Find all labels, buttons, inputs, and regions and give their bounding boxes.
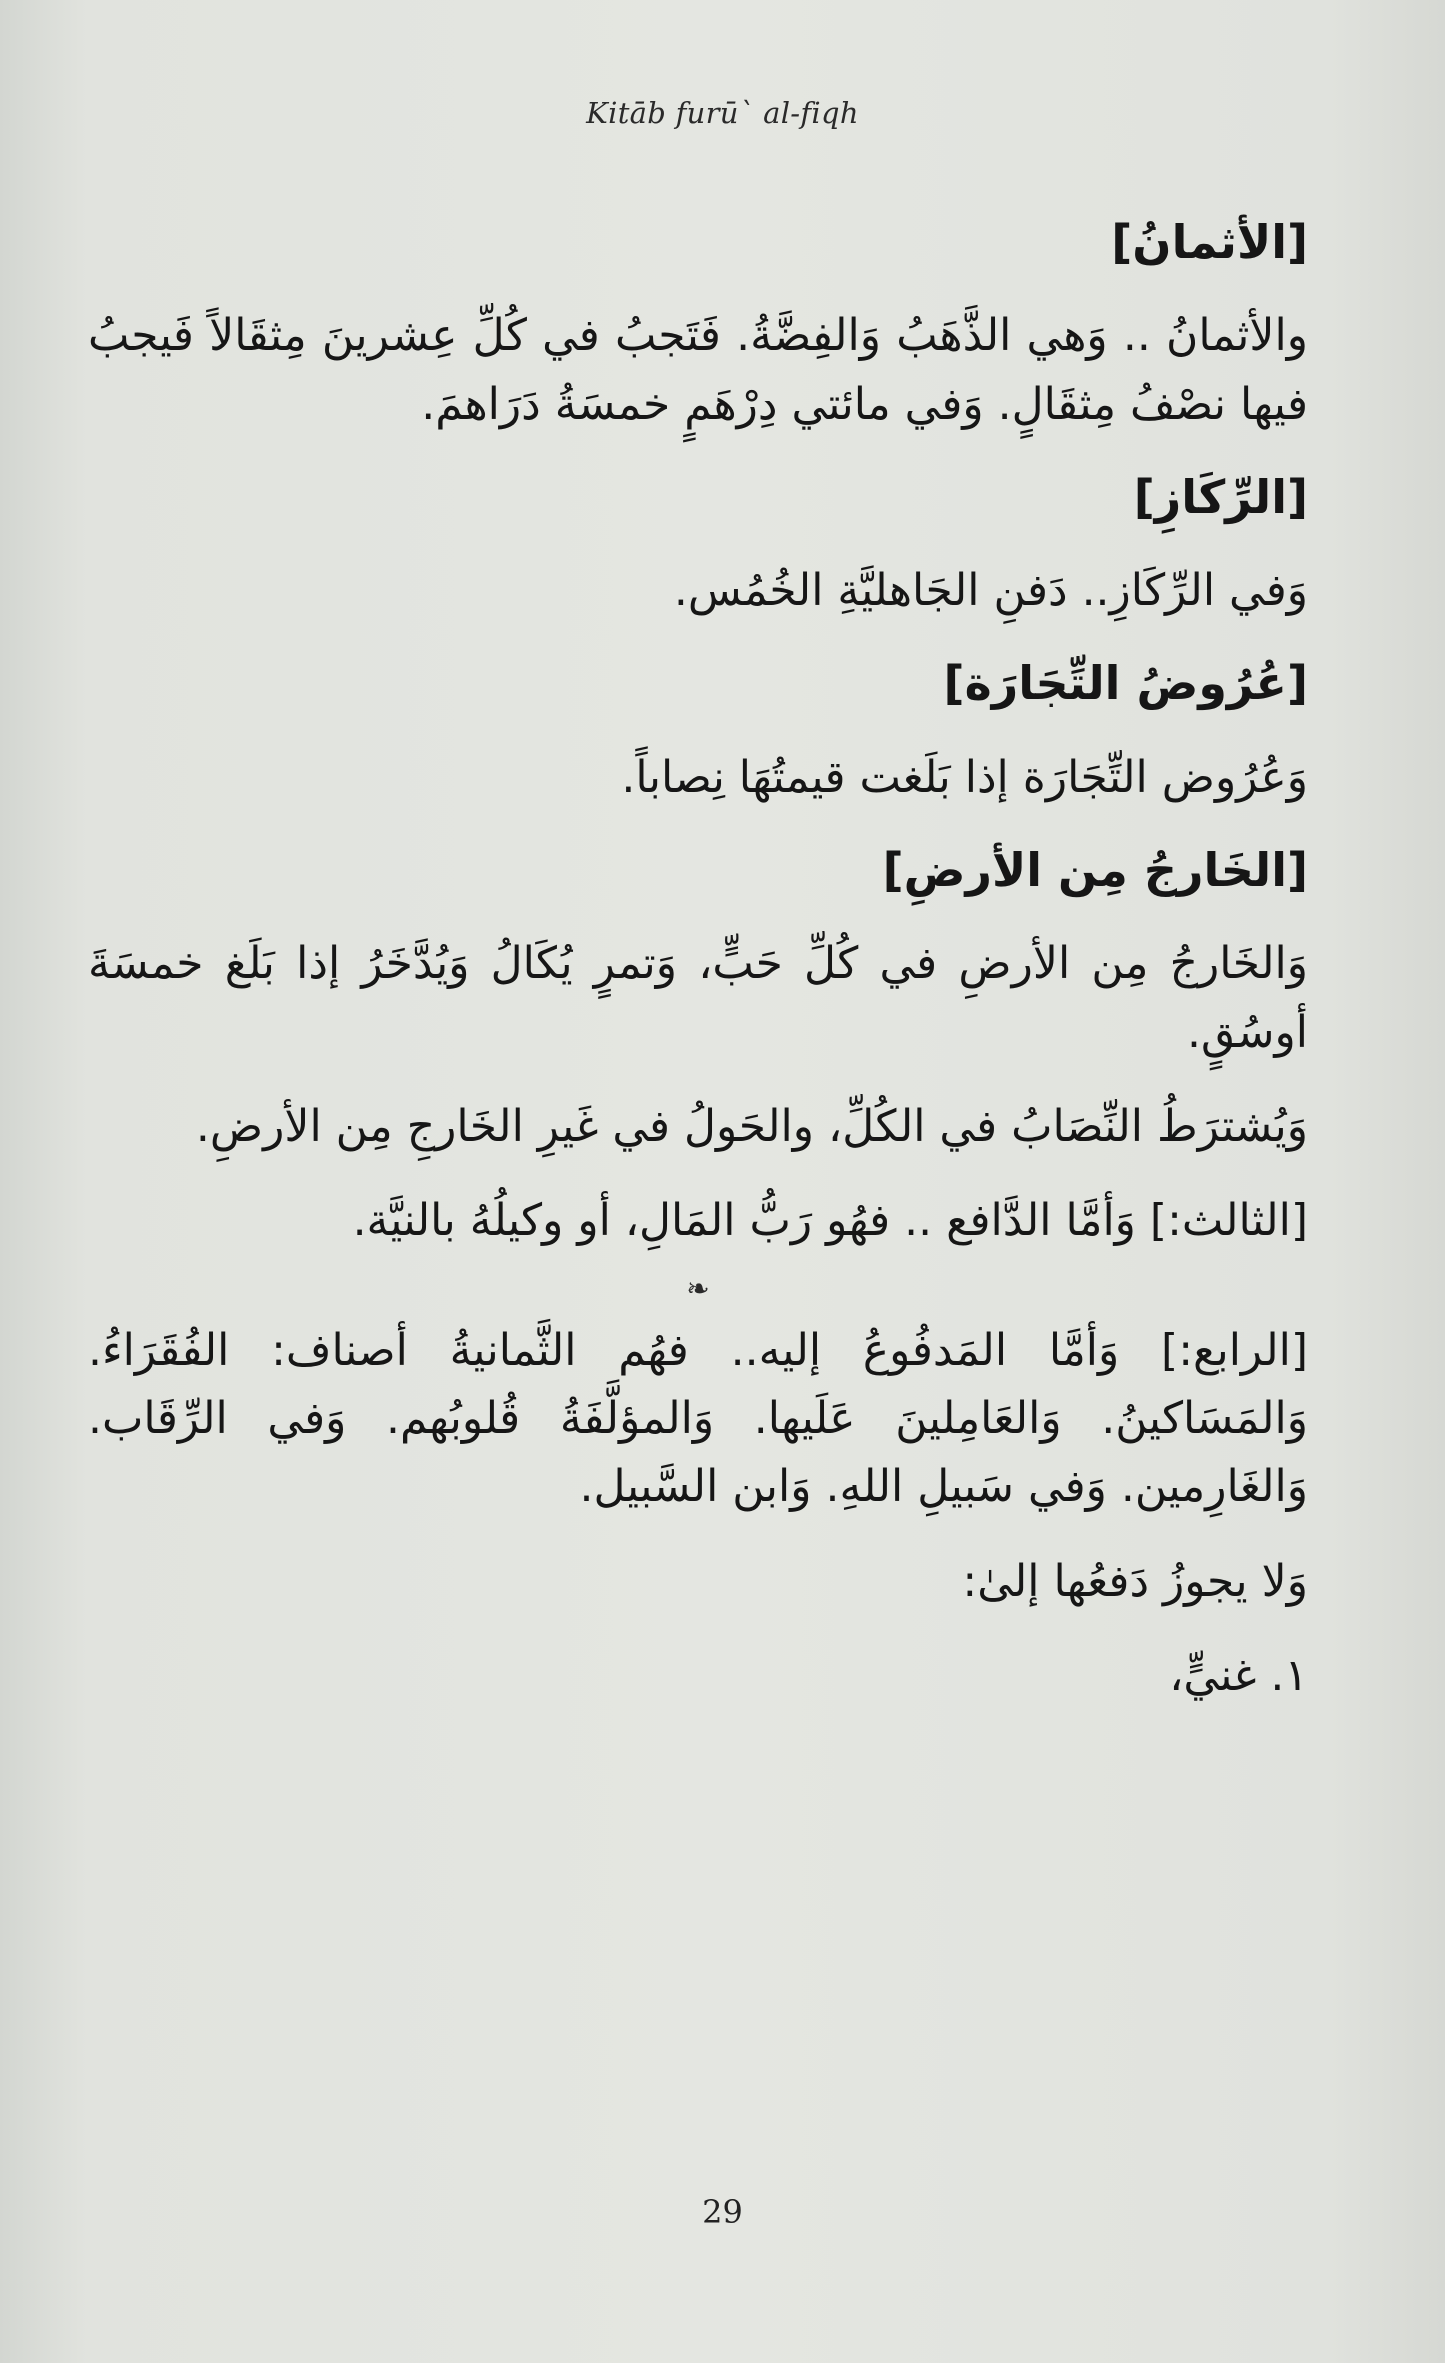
paragraph-athman: والأثمانُ .. وَهي الذَّهَبُ وَالفِضَّةُ. فَتَجبُ في كُلِّ عِشرينَ مِثقَالاً فَيجبُ فيها نصْفُ مِثقَالٍ. وَفي مائتي دِرْهَمٍ خمسَةُ دَرَاهمَ.	[88, 310, 1308, 430]
body-text	[88, 210, 1308, 1710]
paragraph-nisab-condition: وَيُشترَطُ النِّصَابُ في الكُلِّ، والحَولُ في غَيرِ الخَارجِ مِن الأرضِ.	[195, 1100, 1308, 1152]
list-item: ١. غنيٍّ،	[1169, 1649, 1308, 1701]
paragraph-third-payer: [الثالث:] وَأمَّا الدَّافع .. فهُو رَبُّ المَالِ، أو وكيلُهُ بالنيَّة.	[352, 1194, 1308, 1246]
paragraph-produce: وَالخَارجُ مِن الأرضِ في كُلِّ حَبٍّ، وَتمرٍ يُكَالُ وَيُدَّخَرُ إذا بَلَغ خمسَةَ أوسُقٍ.	[88, 938, 1308, 1058]
running-head: Kitāb furū` al-fiqh	[586, 96, 859, 130]
section-heading-trade-goods: [عُرُوضُ التِّجَارَة]	[943, 656, 1308, 711]
page-number: 29	[702, 2193, 743, 2231]
paragraph-not-permitted: وَلا يجوزُ دَفعُها إلىٰ:	[962, 1555, 1308, 1607]
section-heading-produce: [الخَارجُ مِن الأرضِ]	[882, 842, 1308, 897]
paragraph-rikaz: وَفي الرِّكَازِ.. دَفنِ الجَاهليَّةِ الخُمُس.	[673, 565, 1308, 617]
paragraph-trade-goods: وَعُرُوض التِّجَارَة إذا بَلَغت قيمتُهَا نِصاباً.	[621, 751, 1308, 803]
section-heading-rikaz: [الرِّكَازِ]	[1133, 469, 1308, 524]
ornament-icon: ❧	[686, 1272, 710, 1306]
section-heading-athman: [الأثمانُ]	[1111, 215, 1308, 269]
paragraph-fourth-recipients: [الرابع:] وَأمَّا المَدفُوعُ إليه.. فهُم الثَّمانيةُ أصناف: الفُقَرَاءُ. وَالمَسَاكينُ. وَالعَامِلينَ عَلَيها. وَالمؤلَّفَةُ قُلوبُهم. وَفي الرِّقَاب. وَالغَارِمين. وَفي سَبيلِ اللهِ. وَابن السَّبيل.	[88, 1325, 1308, 1513]
